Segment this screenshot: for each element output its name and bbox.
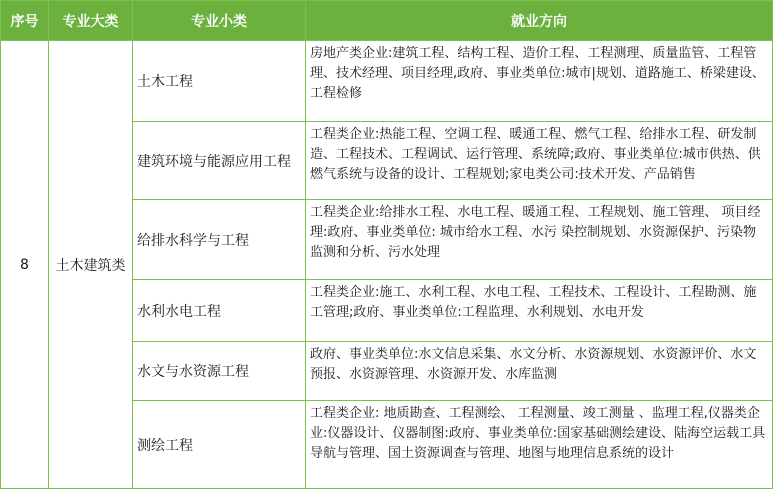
direction-cell: 政府、事业类单位:水文信息采集、水文分析、水资源规划、水资源评价、水文预报、水资源管理、水资源开发、水库监测 — [306, 342, 773, 401]
table-row — [1, 41, 773, 122]
header-row — [1, 1, 773, 41]
subcategory-cell: 建筑环境与能源应用工程 — [133, 122, 306, 200]
subcategory-cell: 水文与水资源工程 — [133, 342, 306, 401]
group-seq-cell: 8 — [1, 41, 49, 489]
direction-cell: 工程类企业:热能工程、空调工程、暖通工程、燃气工程、给排水工程、研发制造、工程技术、工程调试、运行管理、系统障;政府、事业类单位:城市供热、供燃气系统与设备的设计、工程规划;家电类公司:技术开发、产品销售 — [306, 122, 773, 200]
subcategory-cell: 测绘工程 — [133, 401, 306, 489]
direction-cell: 工程类企业:给排水工程、水电工程、暖通工程、工程规划、施工管理、 项目经理:政府、事业类单位: 城市给水工程、水污 染控制规划、水资源保护、污染物监测和分析、污水处理 — [306, 200, 773, 280]
header-category: 专业大类 — [49, 1, 133, 41]
subcategory-cell: 水利水电工程 — [133, 280, 306, 342]
subcategory-cell: 给排水科学与工程 — [133, 200, 306, 280]
subcategory-cell: 土木工程 — [133, 41, 306, 122]
group-category-cell: 土木建筑类 — [49, 41, 133, 489]
direction-cell: 房地产类企业:建筑工程、结构工程、造价工程、工程测理、质量监管、工程管理、技术经理、项目经理,政府、事业类单位:城市|规划、道路施工、桥梁建设、工程检修 — [306, 41, 773, 122]
header-direction: 就业方向 — [306, 1, 773, 41]
direction-cell: 工程类企业: 地质勘查、工程测绘、 工程测量、竣工测量 、监理工程,仪器类企业:仪器设计、仪器制图:政府、事业类单位:国家基础测绘建设、陆海空运载工具导航与管理、国土资源调查与管理、地图与地理信息系统的设计 — [306, 401, 773, 489]
direction-cell: 工程类企业:施工、水利工程、水电工程、工程技术、工程设计、工程勘测、施工管理;政府、事业类单位:工程监理、水利规划、水电开发 — [306, 280, 773, 342]
header-subcategory: 专业小类 — [133, 1, 306, 41]
header-seq: 序号 — [1, 1, 49, 41]
